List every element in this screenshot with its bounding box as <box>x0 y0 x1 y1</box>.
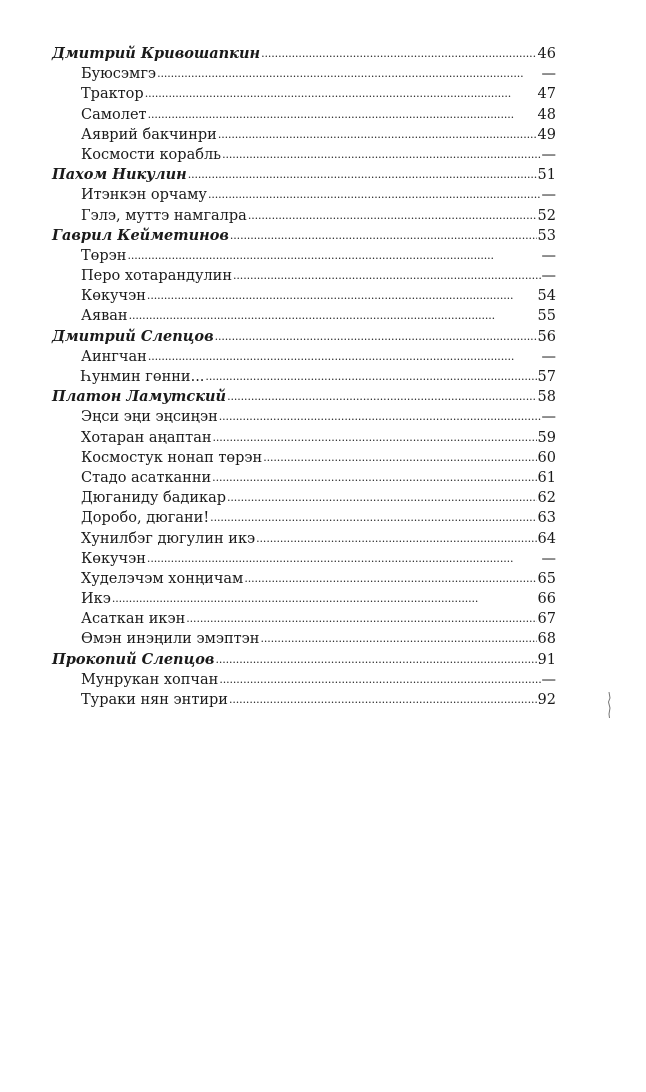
page-number: — <box>541 409 556 426</box>
page-number: 51 <box>537 167 556 184</box>
page-number: — <box>541 66 556 83</box>
page-number: 54 <box>537 288 556 305</box>
page-number: 46 <box>537 46 556 62</box>
poem-title: Космости корабль <box>81 146 222 163</box>
poem-title: Өмэн инэңили эмэптэн <box>81 631 260 648</box>
poem-title: Мунрукан хопчан <box>81 671 219 688</box>
page-number: 65 <box>537 570 556 587</box>
toc-entry-row <box>52 64 556 84</box>
author-name: Прокопий Слепцов <box>52 650 215 668</box>
poem-title: Итэнкэн орчаму <box>81 187 207 204</box>
page-number: — <box>541 550 556 567</box>
poem-title: Эңси эңи эңсиңэн <box>81 409 218 426</box>
page-number: 67 <box>537 611 556 628</box>
toc-entry-row <box>52 367 556 387</box>
toc-entry-row <box>52 549 556 569</box>
page-number: 66 <box>537 591 556 608</box>
page-number: 47 <box>537 86 556 103</box>
poem-title: Хунилбэг дюгулин икэ <box>81 530 256 547</box>
dot-leader <box>188 164 537 185</box>
page-number: 56 <box>537 328 556 345</box>
page-number: 52 <box>537 207 556 224</box>
dot-leader <box>248 205 537 226</box>
dot-leader <box>205 366 536 387</box>
page-number: 62 <box>537 490 556 507</box>
author-name: Дмитрий Слепцов <box>52 327 214 345</box>
toc-entry-row <box>52 347 556 367</box>
toc-entry-row <box>52 488 556 508</box>
dot-leader <box>148 104 537 125</box>
page-number: 91 <box>537 651 556 668</box>
author-name: Дмитрий Кривошапкин <box>52 45 261 62</box>
toc-entry-row <box>52 84 556 104</box>
toc-author-row <box>52 44 556 64</box>
poem-title: Худелэчэм хонңичам <box>81 570 244 587</box>
toc-entry-row <box>52 145 556 165</box>
page-number: 53 <box>537 227 556 244</box>
page-number: — <box>541 247 556 264</box>
poem-title: Тураки нян энтири <box>81 692 228 708</box>
poem-title: Доробо, дюгани! <box>81 510 210 527</box>
toc-entry-row <box>52 529 556 549</box>
toc-entry-row <box>52 508 556 528</box>
dot-leader <box>219 669 540 690</box>
poem-title: Дюганиду бадикар <box>81 490 227 507</box>
dot-leader <box>127 245 540 266</box>
toc-entry-row <box>52 609 556 629</box>
poem-title: Көкучэн <box>81 288 146 305</box>
page-number: 48 <box>537 106 556 123</box>
dot-leader <box>147 548 541 569</box>
poem-title: Стадо асатканни <box>81 469 212 486</box>
page-number: — <box>541 146 556 163</box>
poem-title: Һунмин гөнни... <box>81 369 205 385</box>
toc-entry-row <box>52 448 556 468</box>
toc-entry-row <box>52 206 556 226</box>
toc-author-row <box>52 327 556 347</box>
toc-entry-row <box>52 246 556 266</box>
poem-title: Космостук нонап төрэн <box>81 449 263 466</box>
dot-leader <box>208 184 541 205</box>
dot-leader <box>212 467 536 488</box>
dot-leader <box>210 507 536 528</box>
dot-leader <box>263 447 536 468</box>
dot-leader <box>148 346 541 367</box>
page-number: 60 <box>537 449 556 466</box>
toc-author-row <box>52 165 556 185</box>
poem-title: Көкучэн <box>81 550 146 567</box>
dot-leader <box>186 608 536 629</box>
dot-leader <box>222 144 540 165</box>
page-number: 64 <box>537 530 556 547</box>
dot-leader <box>227 386 536 407</box>
dot-leader <box>112 588 537 609</box>
toc-author-row <box>52 387 556 407</box>
poem-title: Аяван <box>81 308 128 325</box>
poem-title: Төрэн <box>81 247 127 264</box>
poem-title: Икэ <box>81 591 111 608</box>
poem-title: Асаткан икэн <box>81 611 186 628</box>
poem-title: Аяврий бакчинри <box>81 126 217 143</box>
dot-leader <box>213 427 537 448</box>
toc-entry-row <box>52 690 556 710</box>
dot-leader <box>244 568 536 589</box>
toc-entry-row <box>52 670 556 690</box>
author-name: Платон Ламутский <box>52 388 227 406</box>
poem-title: Буюсэмгэ <box>81 66 157 83</box>
toc-entry-row <box>52 286 556 306</box>
author-name: Гаврил Кейметинов <box>52 226 229 244</box>
toc-entry-row <box>52 185 556 205</box>
toc-entry-row <box>52 428 556 448</box>
toc-entry-row <box>52 125 556 145</box>
dot-leader <box>256 528 536 549</box>
dot-leader <box>260 628 536 649</box>
page-number: 49 <box>537 126 556 143</box>
toc-entry-row <box>52 266 556 286</box>
page-number: 92 <box>537 692 556 708</box>
dot-leader <box>227 487 537 508</box>
page-number: 59 <box>537 429 556 446</box>
toc-entry-row <box>52 468 556 488</box>
page-number: 68 <box>537 631 556 648</box>
dot-leader <box>230 225 537 246</box>
poem-title: Самолет <box>81 106 147 123</box>
dot-leader <box>157 63 540 84</box>
dot-leader <box>129 305 537 326</box>
dot-leader <box>215 649 536 670</box>
toc-entry-row <box>52 569 556 589</box>
poem-title: Гэлэ, муттэ намгалра <box>81 207 247 224</box>
dot-leader <box>215 326 537 347</box>
toc-entry-row <box>52 407 556 427</box>
scan-speck <box>607 692 611 718</box>
dot-leader <box>233 265 540 286</box>
table-of-contents <box>52 44 556 710</box>
page-number: — <box>541 671 556 688</box>
author-name: Пахом Никулин <box>52 166 187 184</box>
poem-title: Трактор <box>81 86 144 103</box>
toc-entry-row <box>52 306 556 326</box>
toc-entry-row <box>52 589 556 609</box>
page-number: — <box>541 348 556 365</box>
dot-leader <box>229 689 537 710</box>
dot-leader <box>261 43 536 64</box>
dot-leader <box>145 83 537 104</box>
toc-entry-row <box>52 105 556 125</box>
poem-title: Аингчан <box>81 348 147 365</box>
dot-leader <box>147 285 537 306</box>
page-number: — <box>541 268 556 285</box>
page-number: 55 <box>537 308 556 325</box>
toc-author-row <box>52 650 556 670</box>
page-number: 61 <box>537 469 556 486</box>
dot-leader <box>219 406 541 427</box>
page-number: 63 <box>537 510 556 527</box>
page-number: 57 <box>537 369 556 385</box>
toc-author-row <box>52 226 556 246</box>
poem-title: Перо хотарандулин <box>81 268 233 285</box>
toc-entry-row <box>52 629 556 649</box>
poem-title: Хотаран аңаптан <box>81 429 212 446</box>
dot-leader <box>218 124 537 145</box>
page-number: — <box>541 187 556 204</box>
page-number: 58 <box>537 389 556 406</box>
